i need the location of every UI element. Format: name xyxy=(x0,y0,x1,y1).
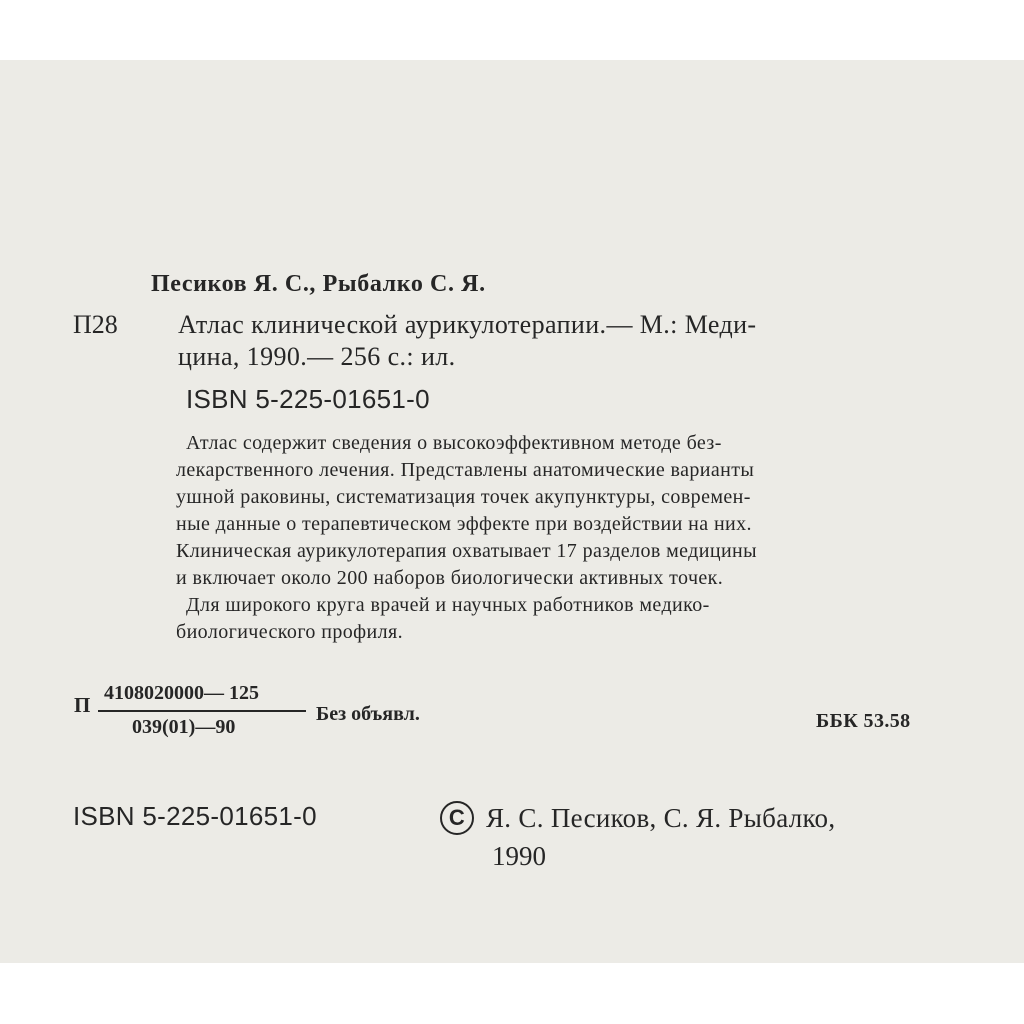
publishing-code-numerator: 4108020000— 125 xyxy=(104,682,259,704)
copyright-icon: C xyxy=(440,801,474,835)
title-line-2: цина, 1990.— 256 с.: ил. xyxy=(178,342,456,371)
copyright-holders: Я. С. Песиков, С. Я. Рыбалко, xyxy=(486,803,836,833)
bbk-code: ББК 53.58 xyxy=(816,710,911,732)
publishing-code-denominator: 039(01)—90 xyxy=(132,716,236,738)
abstract-line: лекарственного лечения. Представлены анатомические варианты xyxy=(176,459,755,481)
fraction-bar xyxy=(98,710,306,712)
authors-heading: Песиков Я. С., Рыбалко С. Я. xyxy=(151,271,486,297)
classification-code: П28 xyxy=(73,310,118,339)
abstract-text xyxy=(176,430,757,646)
abstract-line: биологического профиля. xyxy=(176,621,403,643)
copyright-line xyxy=(440,801,835,835)
publishing-code-letter: П xyxy=(74,693,91,717)
no-advertisement-note: Без объявл. xyxy=(316,703,420,725)
abstract-line: Для широкого круга врачей и научных работников медико- xyxy=(186,594,710,616)
abstract-line: Атлас содержит сведения о высокоэффективном методе без- xyxy=(186,432,722,454)
copyright-year: 1990 xyxy=(492,841,546,871)
abstract-line: и включает около 200 наборов биологически активных точек. xyxy=(176,567,724,589)
title-line-1: Атлас клинической аурикулотерапии.— М.: Меди- xyxy=(178,310,757,339)
isbn-record: ISBN 5-225-01651-0 xyxy=(186,384,430,414)
isbn-footer: ISBN 5-225-01651-0 xyxy=(73,801,317,831)
book-page xyxy=(0,60,1024,963)
abstract-line: Клиническая аурикулотерапия охватывает 17 разделов медицины xyxy=(176,540,757,562)
abstract-line: ные данные о терапевтическом эффекте при воздействии на них. xyxy=(176,513,752,535)
abstract-line: ушной раковины, систематизация точек акупунктуры, современ- xyxy=(176,486,751,508)
